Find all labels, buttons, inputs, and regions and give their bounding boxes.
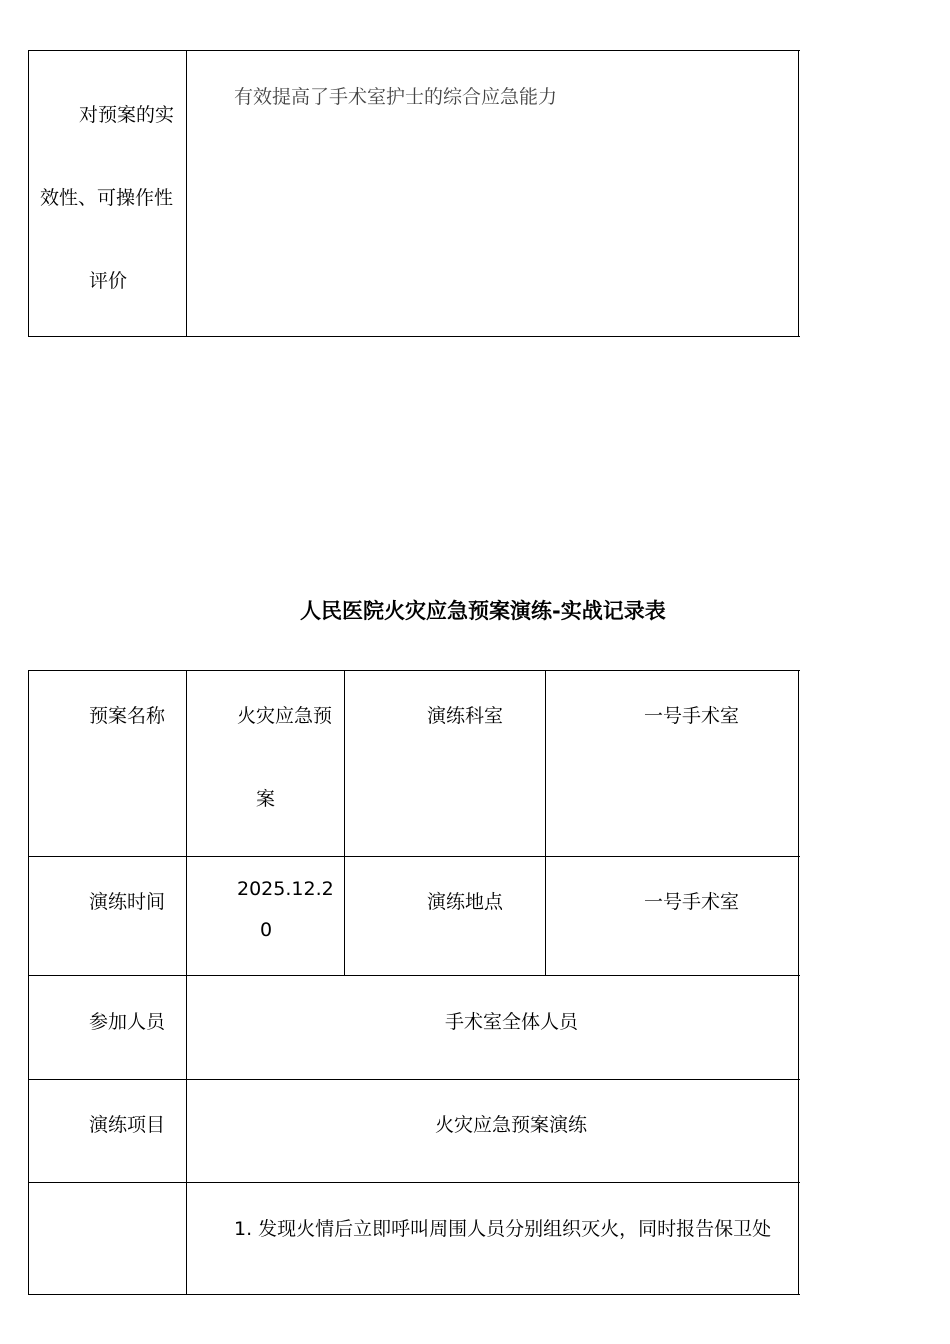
plan-name-line-2: 案 (256, 788, 276, 810)
evaluation-label-line-1: 对预案的实 (79, 104, 175, 126)
procedure-step-1: 1. 发现火情后立即呼叫周围人员分别组织灭火，同时报告保卫处 (234, 1218, 772, 1240)
plan-name-label: 预案名称 (89, 705, 166, 727)
dept-value: 一号手术室 (644, 705, 740, 727)
dept-label: 演练科室 (427, 705, 504, 727)
location-label: 演练地点 (427, 891, 504, 913)
time-label: 演练时间 (89, 891, 166, 913)
time-value-line-1: 2025.12.2 (237, 878, 334, 900)
page-title: 人民医院火灾应急预案演练-实战记录表 (300, 599, 666, 623)
time-value-line-2: 0 (260, 919, 273, 941)
evaluation-content: 有效提高了手术室护士的综合应急能力 (234, 86, 558, 108)
participants-label: 参加人员 (89, 1011, 166, 1033)
plan-name-line-1: 火灾应急预 (237, 705, 333, 727)
participants-value: 手术室全体人员 (445, 1011, 579, 1033)
location-value: 一号手术室 (644, 891, 740, 913)
drill-item-value: 火灾应急预案演练 (435, 1114, 588, 1136)
evaluation-label-line-3: 评价 (89, 270, 128, 292)
evaluation-label-line-2: 效性、可操作性 (40, 187, 174, 209)
drill-item-label: 演练项目 (89, 1114, 166, 1136)
